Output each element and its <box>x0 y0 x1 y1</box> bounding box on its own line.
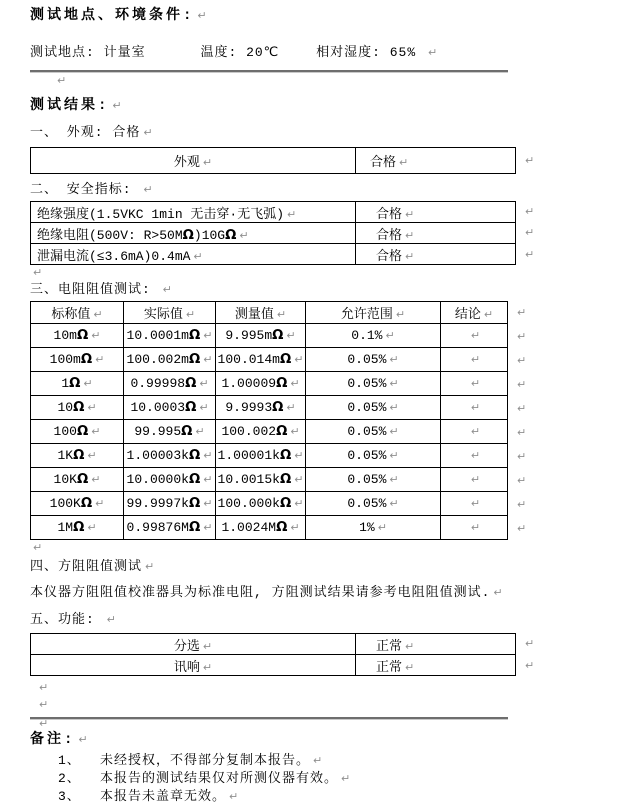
table-row <box>31 420 508 444</box>
section-title-results: 测试结果: ↵ <box>30 98 622 114</box>
conclusion-cell <box>441 396 508 420</box>
safety-item-cell: 绝缘电阻(500V: R>50MΩ)10GΩ ↵ <box>31 223 356 244</box>
item3-heading: 三、电阻阻值测试: ↵ <box>30 282 622 298</box>
temperature-value: 20℃ <box>246 45 280 60</box>
remark-text: 本报告的测试结果仅对所测仪器有效。 ↵ <box>100 770 351 788</box>
table-row <box>31 444 508 468</box>
item2-heading: 二、 安全指标: ↵ <box>30 182 622 198</box>
row-end-mark-icon <box>514 301 526 325</box>
function-table-wrap <box>30 633 516 676</box>
actual-cell: 10.0000kΩ ↵ <box>124 468 216 492</box>
environment-line <box>30 45 622 61</box>
appearance-label-cell: 外观 ↵ <box>31 148 356 174</box>
nominal-cell: 1Ω ↵ <box>31 372 124 396</box>
paragraph-mark-icon <box>30 73 622 90</box>
row-end-mark-icon <box>522 655 534 677</box>
table-header-row <box>31 302 508 324</box>
tolerance-cell: 0.05% ↵ <box>306 348 441 372</box>
function-item-cell: 分选 ↵ <box>31 634 356 655</box>
row-end-mark-icon <box>514 349 526 373</box>
row-end-mark-icon <box>514 421 526 445</box>
row-end-mark-icon <box>514 468 526 492</box>
nominal-cell: 10Ω ↵ <box>31 396 124 420</box>
item4-note: 本仪器方阻阻值校准器具为标准电阻, 方阻测试结果请参考电阻阻值测试. ↵ <box>30 585 622 601</box>
nominal-cell: 100Ω ↵ <box>31 420 124 444</box>
nominal-cell: 100KΩ ↵ <box>31 492 124 516</box>
table-row <box>31 655 516 676</box>
conclusion-cell <box>441 492 508 516</box>
appearance-result-cell: 合格 ↵ <box>356 148 516 174</box>
paragraph-mark-icon <box>30 540 622 557</box>
remark-number: 3、 <box>58 789 81 804</box>
item1-heading: 一、 外观: 合格 ↵ <box>30 125 622 141</box>
safety-item-cell: 泄漏电流(≤3.6mA)0.4mA ↵ <box>31 244 356 265</box>
tolerance-cell: 0.1% ↵ <box>306 324 441 348</box>
table-row <box>31 324 508 348</box>
row-end-mark-icon <box>522 244 534 265</box>
nominal-cell: 1MΩ ↵ <box>31 516 124 540</box>
safety-result-cell: 合格 ↵ <box>356 244 516 265</box>
conclusion-cell <box>441 516 508 540</box>
actual-cell: 99.995Ω ↵ <box>124 420 216 444</box>
appearance-table-wrap <box>30 147 516 174</box>
location-label: 测试地点: <box>30 45 95 60</box>
remark-number: 1、 <box>58 753 81 768</box>
humidity-value: 65% <box>389 45 417 60</box>
nominal-cell: 100mΩ ↵ <box>31 348 124 372</box>
tolerance-cell: 0.05% ↵ <box>306 420 441 444</box>
measured-cell: 9.995mΩ ↵ <box>216 324 306 348</box>
paragraph-mark-icon <box>30 265 622 282</box>
function-result-cell: 正常 ↵ <box>356 634 516 655</box>
actual-cell: 0.99876MΩ ↵ <box>124 516 216 540</box>
actual-cell: 1.00003kΩ ↵ <box>124 444 216 468</box>
paragraph-mark-icon <box>30 697 622 714</box>
table-row <box>31 516 508 540</box>
table-row <box>31 492 508 516</box>
actual-cell: 0.99998Ω ↵ <box>124 372 216 396</box>
row-end-marks <box>514 301 526 540</box>
safety-item-cell: 绝缘强度(1.5VKC 1min 无击穿·无飞弧) ↵ <box>31 202 356 223</box>
column-header: 测量值 ↵ <box>216 302 306 324</box>
item4-heading: 四、方阻阻值测试 ↵ <box>30 559 622 575</box>
nominal-cell: 10mΩ ↵ <box>31 324 124 348</box>
remark-text: 本报告未盖章无效。 ↵ <box>100 788 239 806</box>
table-row <box>31 244 516 265</box>
item5-heading: 五、功能: ↵ <box>30 612 622 628</box>
row-end-mark-icon <box>514 492 526 516</box>
paragraph-mark-icon <box>30 716 622 728</box>
appearance-table <box>30 147 516 174</box>
measured-cell: 9.9993Ω ↵ <box>216 396 306 420</box>
tolerance-cell: 0.05% ↵ <box>306 468 441 492</box>
conclusion-cell <box>441 372 508 396</box>
actual-cell: 100.002mΩ ↵ <box>124 348 216 372</box>
tolerance-cell: 0.05% ↵ <box>306 396 441 420</box>
table-row <box>31 223 516 244</box>
list-item <box>30 788 622 806</box>
nominal-cell: 10KΩ ↵ <box>31 468 124 492</box>
conclusion-cell <box>441 348 508 372</box>
resistance-table <box>30 301 508 540</box>
measured-cell: 100.002Ω ↵ <box>216 420 306 444</box>
row-end-mark-icon <box>522 222 534 243</box>
measured-cell: 100.000kΩ ↵ <box>216 492 306 516</box>
safety-result-cell: 合格 ↵ <box>356 223 516 244</box>
safety-table <box>30 201 516 265</box>
tolerance-cell: 0.05% ↵ <box>306 444 441 468</box>
row-end-mark-icon <box>514 444 526 468</box>
remark-number: 2、 <box>58 771 81 786</box>
row-end-marks <box>522 633 534 676</box>
conclusion-cell <box>441 444 508 468</box>
remarks-list <box>30 752 622 806</box>
measured-cell: 1.00009Ω ↵ <box>216 372 306 396</box>
table-row <box>31 634 516 655</box>
table-row <box>31 202 516 223</box>
row-end-marks <box>522 147 534 174</box>
table-row <box>31 468 508 492</box>
section-title-environment: 测试地点、环境条件: ↵ <box>30 8 622 24</box>
nominal-cell: 1KΩ ↵ <box>31 444 124 468</box>
function-item-cell: 讯响 ↵ <box>31 655 356 676</box>
row-end-mark-icon <box>514 373 526 397</box>
conclusion-cell <box>441 324 508 348</box>
tolerance-cell: 1% ↵ <box>306 516 441 540</box>
measured-cell: 100.014mΩ ↵ <box>216 348 306 372</box>
row-end-mark-icon <box>522 633 534 655</box>
function-table <box>30 633 516 676</box>
actual-cell: 10.0003Ω ↵ <box>124 396 216 420</box>
temperature-label: 温度: <box>200 45 238 60</box>
list-item <box>30 752 622 770</box>
conclusion-cell <box>441 420 508 444</box>
remark-text: 未经授权，不得部分复制本报告。 ↵ <box>100 752 323 770</box>
function-result-cell: 正常 ↵ <box>356 655 516 676</box>
safety-result-cell: 合格 ↵ <box>356 202 516 223</box>
measured-cell: 1.0024MΩ ↵ <box>216 516 306 540</box>
column-header: 实际值 ↵ <box>124 302 216 324</box>
measured-cell: 10.0015kΩ ↵ <box>216 468 306 492</box>
tolerance-cell: 0.05% ↵ <box>306 372 441 396</box>
table-row <box>31 396 508 420</box>
location-value: 计量室 <box>103 45 146 60</box>
column-header: 结论 ↵ <box>441 302 508 324</box>
measured-cell: 1.00001kΩ ↵ <box>216 444 306 468</box>
table-row <box>31 148 516 174</box>
row-end-mark-icon <box>522 201 534 222</box>
safety-table-wrap <box>30 201 516 265</box>
row-end-mark-icon <box>514 516 526 540</box>
remarks-title: 备注: ↵ <box>30 732 622 748</box>
column-header: 标称值 ↵ <box>31 302 124 324</box>
column-header: 允许范围 ↵ <box>306 302 441 324</box>
row-end-mark-icon <box>514 397 526 421</box>
list-item <box>30 770 622 788</box>
tolerance-cell: 0.05% ↵ <box>306 492 441 516</box>
resistance-table-wrap <box>30 301 508 540</box>
humidity-label: 相对湿度: <box>316 45 381 60</box>
conclusion-cell <box>441 468 508 492</box>
table-row <box>31 372 508 396</box>
row-end-marks <box>522 201 534 265</box>
actual-cell: 10.0001mΩ ↵ <box>124 324 216 348</box>
actual-cell: 99.9997kΩ ↵ <box>124 492 216 516</box>
paragraph-mark-icon <box>30 680 622 697</box>
row-end-mark-icon <box>522 147 534 174</box>
table-row <box>31 348 508 372</box>
row-end-mark-icon <box>514 325 526 349</box>
